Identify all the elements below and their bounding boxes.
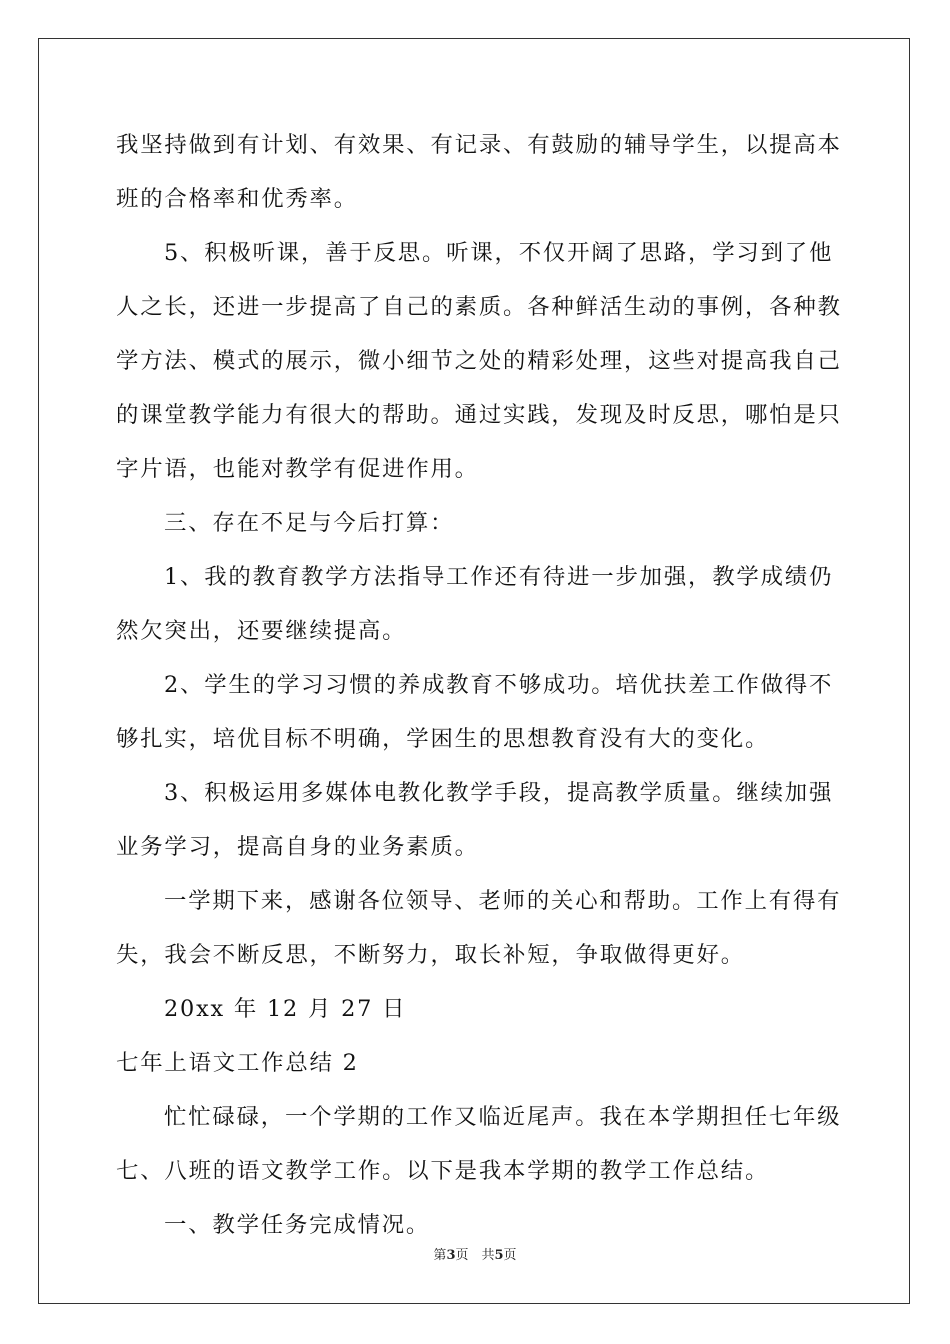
paragraph-10 [116, 1090, 842, 1198]
text-line: 3、积极运用多媒体电教化教学手段，提高教学质量。继续加强 [164, 780, 834, 806]
text-line: 我坚持做到有计划、有效果、有记录、有鼓励的辅导学生，以提高本 [116, 132, 842, 158]
text-line: 然欠突出，还要继续提高。 [116, 618, 407, 644]
document-title [116, 1036, 834, 1090]
paragraph-5 [116, 658, 834, 766]
text-line: 学方法、模式的展示，微小细节之处的精彩处理，这些对提高我自己 [116, 348, 842, 374]
text-line: 字片语，也能对教学有促进作用。 [116, 456, 479, 482]
page-prefix: 第 [433, 1248, 447, 1263]
text-line: 20xx 年 12 月 27 日 [164, 996, 407, 1022]
text-line: 失，我会不断反思，不断努力，取长补短，争取做得更好。 [116, 942, 745, 968]
text-line: 一、教学任务完成情况。 [164, 1212, 431, 1238]
page-mid: 页 共 [455, 1248, 495, 1263]
text-line: 1、我的教育教学方法指导工作还有待进一步加强，教学成绩仍 [164, 564, 834, 590]
paragraph-6 [116, 766, 834, 874]
text-line: 三、存在不足与今后打算： [164, 510, 455, 536]
document-body [116, 118, 842, 1252]
text-line: 5、积极听课，善于反思。听课，不仅开阔了思路，学习到了他 [164, 240, 834, 266]
page-total: 5 [494, 1248, 504, 1263]
text-line: 忙忙碌碌，一个学期的工作又临近尾声。我在本学期担任七年级 [164, 1104, 842, 1130]
page-suffix: 页 [503, 1248, 517, 1263]
paragraph-1 [116, 118, 842, 226]
text-line: 七年上语文工作总结 2 [116, 1050, 359, 1076]
section-heading-3 [116, 496, 834, 550]
date-line [116, 982, 834, 1036]
text-line: 够扎实，培优目标不明确，学困生的思想教育没有大的变化。 [116, 726, 770, 752]
text-line: 2、学生的学习习惯的养成教育不够成功。培优扶差工作做得不 [164, 672, 834, 698]
text-line: 一学期下来，感谢各位领导、老师的关心和帮助。工作上有得有 [164, 888, 842, 914]
paragraph-7 [116, 874, 842, 982]
text-line: 业务学习，提高自身的业务素质。 [116, 834, 479, 860]
text-line: 班的合格率和优秀率。 [116, 186, 358, 212]
paragraph-2 [116, 226, 842, 496]
page-current: 3 [446, 1248, 456, 1263]
text-line: 人之长，还进一步提高了自己的素质。各种鲜活生动的事例，各种教 [116, 294, 842, 320]
text-line: 七、八班的语文教学工作。以下是我本学期的教学工作总结。 [116, 1158, 770, 1184]
text-line: 的课堂教学能力有很大的帮助。通过实践，发现及时反思，哪怕是只 [116, 402, 842, 428]
paragraph-4 [116, 550, 834, 658]
page-footer [0, 1244, 950, 1263]
